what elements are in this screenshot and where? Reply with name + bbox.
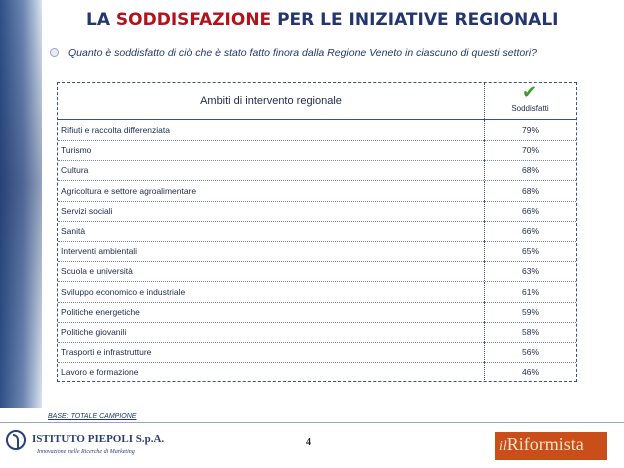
table-row — [58, 282, 576, 303]
table-header — [58, 83, 576, 120]
row-value: 46% — [484, 362, 576, 382]
row-label: Cultura — [61, 165, 89, 176]
row-value: 70% — [484, 140, 576, 160]
column-label: Soddisfatti — [511, 104, 549, 113]
check-icon: ✔ — [522, 82, 538, 103]
question-text: Quanto è soddisfatto di ciò che è stato fatto finora dalla Regione Veneto in ciascuno di questi settori? — [68, 47, 537, 59]
row-label: Sanità — [61, 226, 86, 236]
piepoli-logo-icon — [6, 430, 26, 450]
row-value: 65% — [484, 241, 576, 261]
row-label: Politiche energetiche — [61, 306, 140, 317]
org-name: ISTITUTO PIEPOLI S.p.A. — [32, 433, 165, 445]
results-table — [57, 82, 577, 382]
base-note: BASE: TOTALE CAMPIONE — [48, 413, 137, 420]
row-value: 63% — [484, 261, 576, 281]
row-label: Scuola e università — [61, 266, 133, 277]
riformista-logo — [495, 432, 607, 460]
row-value: 61% — [484, 282, 576, 302]
row-value: 59% — [484, 302, 576, 322]
table-row — [58, 342, 576, 363]
table-row — [58, 362, 576, 382]
table-row — [58, 221, 576, 242]
header-label: Ambiti di intervento regionale — [200, 95, 342, 107]
table-row — [58, 181, 576, 202]
table-row — [58, 302, 576, 323]
footer-divider — [0, 422, 624, 423]
side-gradient-bar — [0, 0, 42, 408]
partner-name: Riformista — [506, 434, 584, 454]
row-value: 66% — [484, 221, 576, 241]
table-row — [58, 241, 576, 262]
page-title: LA SODDISFAZIONE PER LE INIZIATIVE REGIONALI — [86, 10, 559, 30]
row-label: Lavoro e formazione — [61, 367, 139, 378]
row-label: Rifiuti e raccolta differenziata — [61, 125, 170, 135]
row-label: Interventi ambientali — [61, 246, 138, 257]
title-highlight: SODDISFAZIONE — [115, 10, 272, 30]
header-column — [484, 83, 576, 119]
row-value: 56% — [484, 342, 576, 362]
org-tagline: Innovazione nelle Ricerche di Marketing — [37, 449, 135, 455]
table-row — [58, 160, 576, 181]
row-value: 68% — [484, 160, 576, 180]
row-label: Trasporti e infrastrutture — [61, 347, 152, 358]
table-row — [58, 322, 576, 343]
bullet-icon — [50, 48, 59, 57]
row-value: 66% — [484, 201, 576, 221]
survey-question — [50, 47, 537, 59]
row-value: 79% — [484, 120, 576, 140]
table-row — [58, 140, 576, 161]
row-value: 58% — [484, 322, 576, 342]
row-value: 68% — [484, 181, 576, 201]
table-row — [58, 120, 576, 141]
table-row — [58, 261, 576, 282]
page-number: 4 — [306, 437, 311, 448]
table-row — [58, 201, 576, 222]
partner-prefix: il — [499, 439, 507, 454]
row-label: Sviluppo economico e industriale — [61, 286, 186, 297]
row-label: Agricoltura e settore agroalimentare — [61, 185, 197, 196]
row-label: Politiche giovanili — [61, 327, 127, 337]
row-label: Servizi sociali — [61, 205, 113, 216]
row-label: Turismo — [61, 145, 92, 156]
